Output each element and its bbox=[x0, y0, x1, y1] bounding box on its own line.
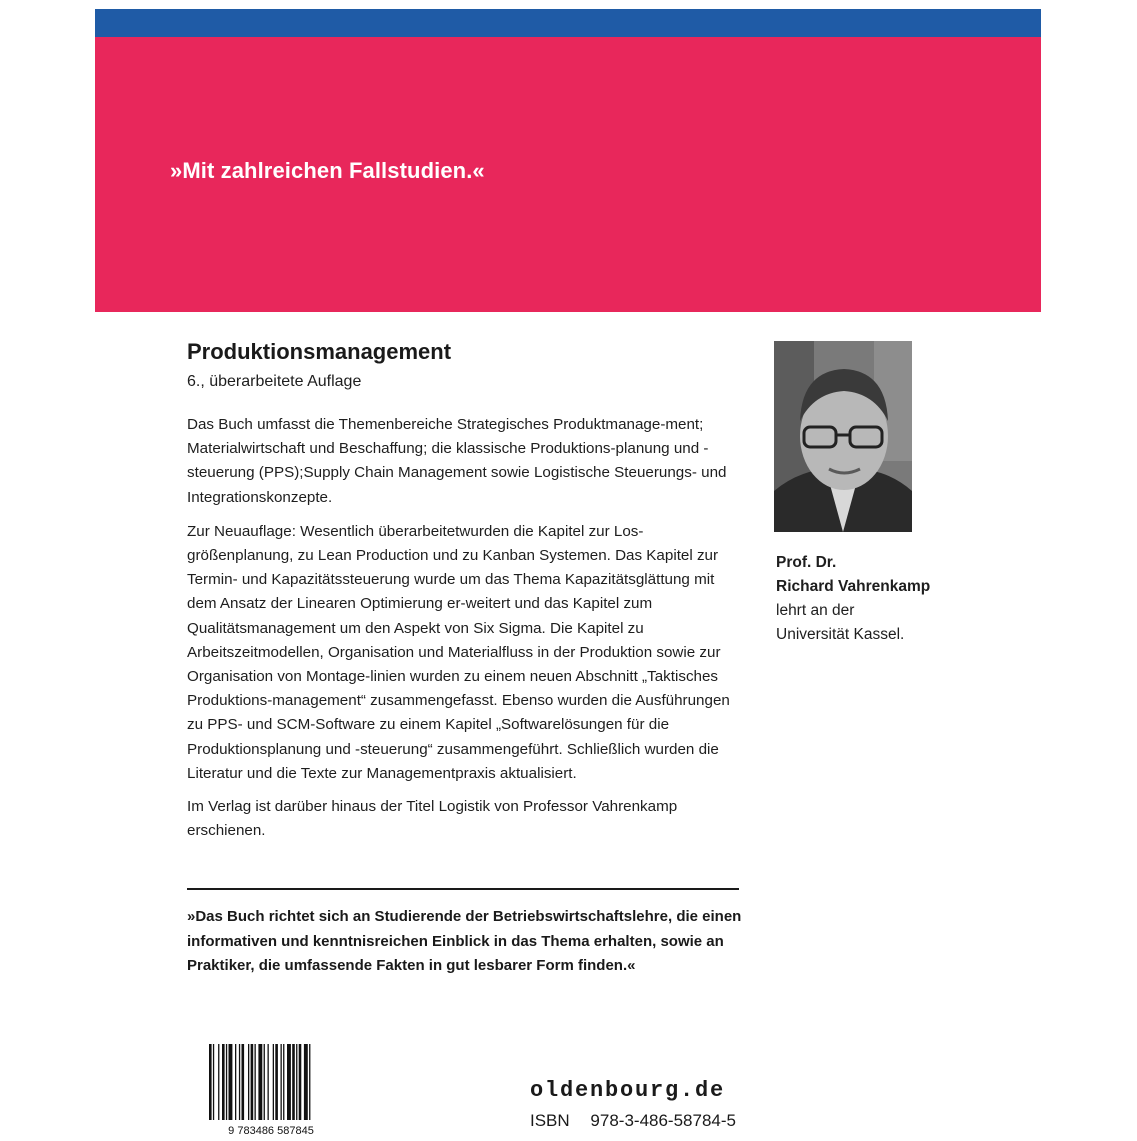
isbn-barcode bbox=[205, 1044, 338, 1136]
book-quote: »Das Buch richtet sich an Studierende der Betriebswirtschaftslehre, die einen informativen und kenntnisreichen Einblick in das Thema erhalten, sowie an Praktiker, die umfassende Fakten in gut lesbarer Form finden.« bbox=[187, 908, 742, 974]
author-portrait-image bbox=[774, 341, 912, 532]
author-title: Prof. Dr. bbox=[776, 554, 837, 571]
barcode-icon bbox=[205, 1044, 338, 1136]
author-bio-line: lehrt an der bbox=[776, 602, 855, 619]
isbn-line bbox=[530, 1111, 752, 1131]
author-name bbox=[776, 551, 930, 599]
isbn-number: 978-3-486-58784-5 bbox=[590, 1111, 736, 1130]
divider-line bbox=[187, 888, 739, 890]
description-paragraph: Das Buch umfasst die Themenbereiche Strategisches Produktmanage-ment; Materialwirtschaft und Beschaffung; die klassische Produktions-planung und -steuerung (PPS);Supply Chain Management sowie Logistische Steuerungs- und Integrationskonzepte. bbox=[187, 416, 727, 506]
book-title: Produktionsmanagement bbox=[187, 339, 452, 364]
author-fullname: Richard Vahrenkamp bbox=[776, 578, 931, 595]
publisher-website: oldenbourg.de bbox=[530, 1078, 726, 1103]
author-bio bbox=[776, 599, 904, 647]
author-photo bbox=[774, 341, 912, 532]
description-paragraph: Zur Neuauflage: Wesentlich überarbeitetwurden die Kapitel zur Los-größenplanung, zu Lean Production und zu Kanban Systemen. Das Kapitel zur Termin- und Kapazitätssteuerung wurde um das Thema Kapazitätsglättung mit dem Ansatz der Linearen Optimierung er-weitert und das Kapitel zum Qualitätsmanagement um den Aspekt von Six Sigma. Die Kapitel zu Arbeitszeitmodellen, Organisation und Materialfluss in der Produktion sowie zur Organisation von Montage-linien wurden zu einem neuen Abschnitt „Taktisches Produktions-management“ zusammengefasst. Ebenso wurden die Ausführungen zu PPS- und SCM-Software zu einem Kapitel „Softwarelösungen für die Produktionsplanung und -steuerung“ zusammengeführt. Schließlich wurden die Literatur und die Texte zur Managementpraxis aktualisiert. bbox=[187, 522, 730, 782]
book-edition: 6., überarbeitete Auflage bbox=[187, 373, 362, 390]
barcode-digits: 9 783486 587845 bbox=[228, 1125, 314, 1136]
description-paragraph: Im Verlag ist darüber hinaus der Titel Logistik von Professor Vahrenkamp erschienen. bbox=[187, 798, 678, 840]
isbn-label: ISBN bbox=[530, 1111, 570, 1130]
tagline: »Mit zahlreichen Fallstudien.« bbox=[170, 158, 485, 183]
top-color-stripe bbox=[95, 9, 1041, 37]
book-description bbox=[187, 338, 742, 843]
author-bio-line: Universität Kassel. bbox=[776, 626, 905, 643]
